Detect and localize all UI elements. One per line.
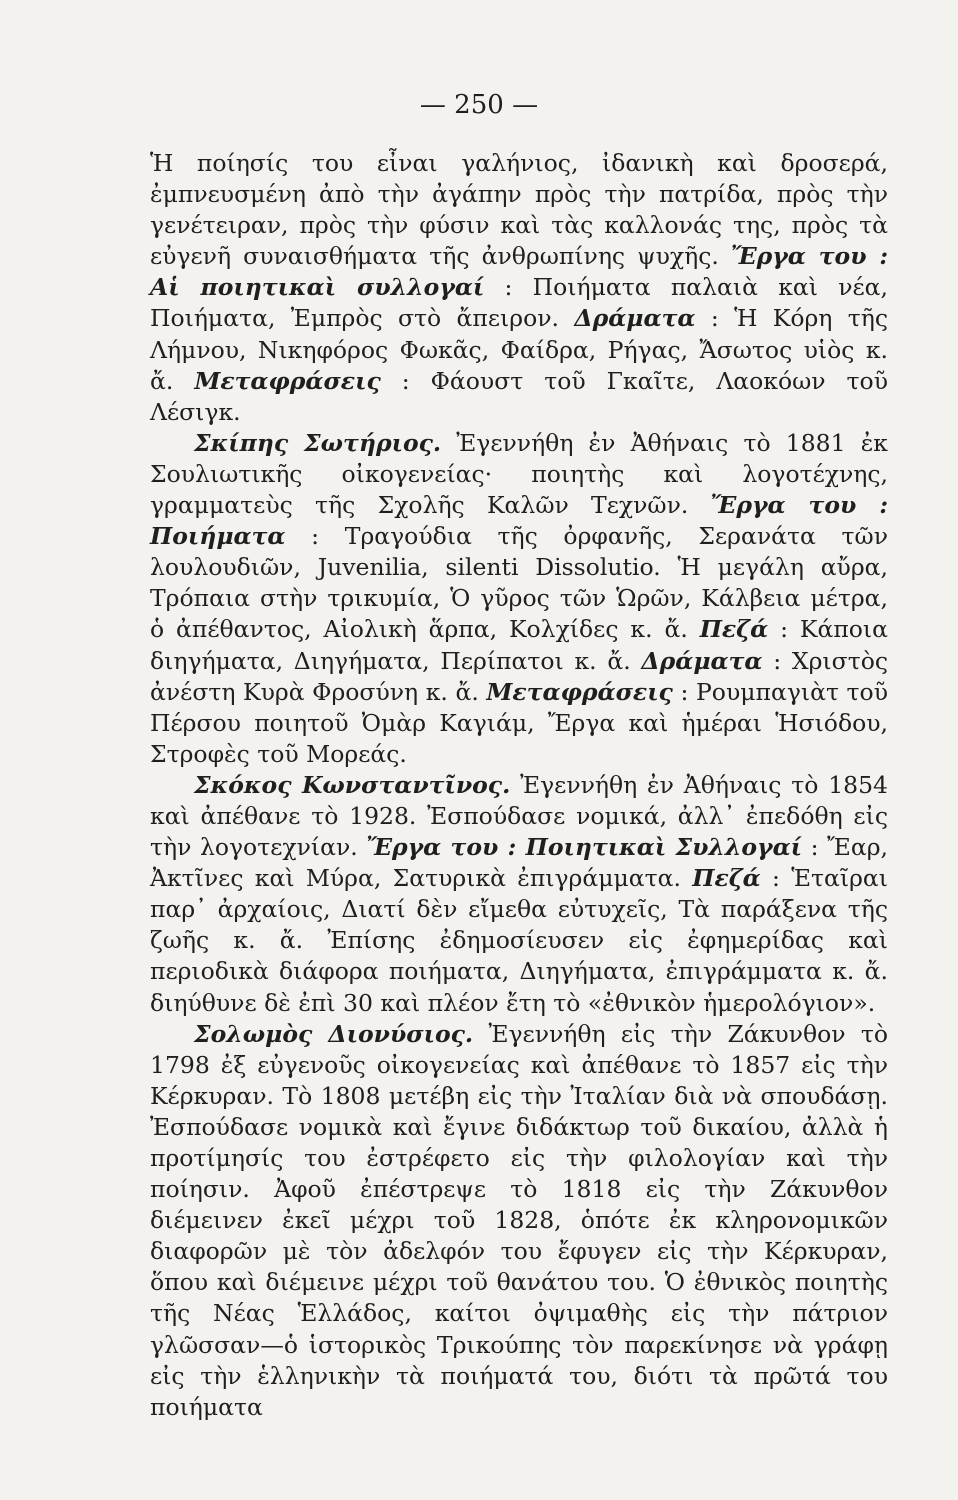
text-run: : Τραγούδια τῆς ὀρφανῆς, Σερανάτα τῶν λουλουδιῶν, Juvenilia, silenti Dissolutio. Ἡ μεγάλη αὔρα, Τρόπαια στὴν τρικυμία, Ὁ γῦρος τῶν Ὡρῶν, Κάλβεια μέτρα, ὁ ἀπέθαντος, Αἰολικὴ ἅρπα, Κολχίδες κ. ἄ. — [150, 522, 888, 644]
prose-label: Πεζά — [692, 864, 761, 893]
text-run: Ἡ ποίησίς του εἶναι γαλήνιος, ἰδανικὴ καὶ δροσερά, ἐμπνευσμένη ἀπὸ τὴν ἀγάπην πρὸς τὴν πατρίδα, πρὸς τὴν γενέτειραν, πρὸς τὴν φύσιν καὶ τὰς καλλονάς της, πρὸς τὰ εὐγενῆ συναισθήματα τῆς ἀνθρωπίνης ψυχῆς. — [150, 149, 888, 271]
translations-label: Μεταφράσεις — [194, 366, 381, 395]
entry-skipis — [150, 428, 888, 770]
entry-name: Σκόκος Κωνσταντῖνος. — [194, 770, 511, 799]
entry-solomos — [150, 1019, 888, 1423]
prose-label: Πεζά — [699, 615, 769, 644]
text-run: : Ἡ Κόρη τῆς Λήμνου, Νικηφόρος Φωκᾶς, Φαίδρα, Ρήγας, Ἄσωτος υἱὸς κ. ἄ. — [150, 304, 888, 395]
dramas-label: Δράματα — [574, 304, 696, 333]
page-body — [150, 148, 888, 1423]
paragraph-poetry-description — [150, 148, 888, 428]
page-number: — 250 — — [419, 90, 539, 120]
dramas-label: Δράματα — [641, 646, 763, 675]
text-run: : Ρουμπαγιὰτ τοῦ Πέρσου ποιητοῦ Ὀμὰρ Καγιάμ, Ἔργα καὶ ἡμέραι Ἡσιόδου, Στροφὲς τοῦ Μορεάς. — [150, 677, 888, 768]
text-run: Ἐγεννήθη ἐν Ἀθήναις τὸ 1881 ἐκ Σουλιωτικῆς οἰκογενείας· ποιητὴς καὶ λογοτέχνης, γραμματεὺς τῆς Σχολῆς Καλῶν Τεχνῶν. — [150, 428, 888, 520]
entry-name: Σολωμὸς Διονύσιος. — [194, 1019, 474, 1048]
works-label: Ἔργα του : Ποιητικαὶ Συλλογαί — [366, 833, 803, 862]
works-label: Ἔργα του : Ποιήματα — [150, 491, 888, 551]
works-label: Ἔργα του : Αἱ ποιητικαὶ συλλογαί — [150, 242, 889, 302]
text-run: : Φάουστ τοῦ Γκαῖτε, Λαοκόων τοῦ Λέσιγκ. — [150, 366, 888, 426]
text-run: Ἐγεννήθη ἐν Ἀθήναις τὸ 1854 καὶ ἀπέθανε τὸ 1928. Ἐσπούδασε νομικά, ἀλλ᾽ ἐπεδόθη εἰς τὴν λογοτεχνίαν. — [150, 770, 888, 862]
text-run: : Ἔαρ, Ἀκτῖνες καὶ Μύρα, Σατυρικὰ ἐπιγράμματα. — [150, 833, 888, 893]
text-run: : Ἑταῖραι παρ᾽ ἀρχαίοις, Διατί δὲν εἴμεθα εὐτυχεῖς, Τὰ παράξενα τῆς ζωῆς κ. ἄ. Ἐπίσης ἐδημοσίευσεν εἰς ἐφημερίδας καὶ περιοδικὰ διάφορα ποιήματα, Διηγήματα, ἐπιγράμματα κ. ἄ. διηύθυνε δὲ ἐπὶ 30 καὶ πλέον ἔτη τὸ «ἐθνικὸν ἡμερολόγιον». — [150, 864, 888, 1017]
text-run: : Κάποια διηγήματα, Διηγήματα, Περίπατοι κ. ἄ. — [150, 615, 888, 675]
text-run: Ἐγεννήθη εἰς τὴν Ζάκυνθον τὸ 1798 ἐξ εὐγενοῦς οἰκογενείας καὶ ἀπέθανε τὸ 1857 εἰς τὴν Κέρκυραν. Τὸ 1808 μετέβη εἰς τὴν Ἰταλίαν διὰ νὰ σπουδάσῃ. Ἐσπούδασε νομικὰ καὶ ἔγινε διδάκτωρ τοῦ δικαίου, ἀλλὰ ἡ προτίμησίς του ἐστρέφετο εἰς τὴν φιλολογίαν καὶ τὴν ποίησιν. Ἀφοῦ ἐπέστρεψε τὸ 1818 εἰς τὴν Ζάκυνθον διέμεινεν ἐκεῖ μέχρι τοῦ 1828, ὁπότε ἐκ κληρονομικῶν διαφορῶν μὲ τὸν ἀδελφόν του ἔφυγεν εἰς τὴν Κέρκυραν, ὅπου καὶ διέμεινε μέχρι τοῦ θανάτου του. Ὁ ἐθνικὸς ποιητὴς τῆς Νέας Ἑλλάδος, καίτοι ὀψιμαθὴς εἰς τὴν πάτριον γλῶσσαν—ὁ ἱστορικὸς Τρικούπης τὸν παρεκίνησε νὰ γράφῃ εἰς τὴν ἑλληνικὴν τὰ ποιήματά του, διότι τὰ πρῶτά του ποιήματα — [150, 1019, 888, 1421]
entry-skokos — [150, 770, 888, 1019]
text-run: : Ποιήματα παλαιὰ καὶ νέα, Ποιήματα, Ἐμπρὸς στὸ ἄπειρον. — [150, 273, 888, 333]
entry-name: Σκίπης Σωτήριος. — [194, 428, 442, 457]
text-run: : Χριστὸς ἀνέστη Κυρὰ Φροσύνη κ. ἄ. — [150, 646, 888, 706]
translations-label: Μεταφράσεις — [486, 677, 673, 706]
